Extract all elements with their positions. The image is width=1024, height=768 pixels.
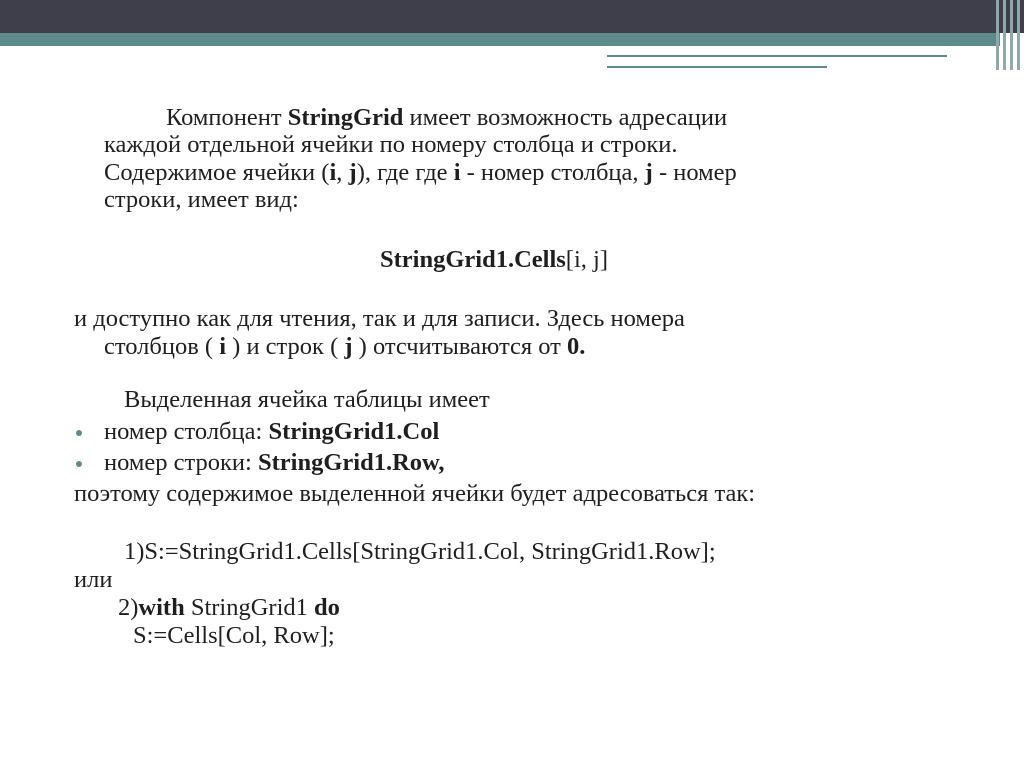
therefore-line: поэтому содержимое выделенной ячейки будет адресоваться так: bbox=[74, 480, 756, 507]
intro-line-3: Содержимое ячейки (i, j), где где i - номер столбца, j - номер bbox=[104, 159, 737, 186]
corner-stripe bbox=[996, 0, 999, 70]
top-accent-bar bbox=[0, 33, 1000, 46]
top-dark-bar bbox=[0, 0, 1024, 33]
corner-stripe bbox=[1017, 0, 1020, 70]
corner-stripe bbox=[1010, 0, 1013, 70]
bullet-icon bbox=[76, 430, 82, 436]
formula: StringGrid1.Cells[i, j] bbox=[380, 246, 608, 273]
intro-line-4: строки, имеет вид: bbox=[104, 186, 299, 213]
accent-line bbox=[607, 55, 947, 57]
corner-stripe bbox=[1003, 0, 1006, 70]
access-line-1: и доступно как для чтения, так и для записи. Здесь номера bbox=[74, 305, 685, 332]
code-or: или bbox=[74, 566, 113, 593]
selected-title: Выделенная ячейка таблицы имеет bbox=[124, 386, 490, 413]
bullet-icon bbox=[76, 461, 82, 467]
code-line-1: 1)S:=StringGrid1.Cells[StringGrid1.Col, StringGrid1.Row]; bbox=[124, 538, 716, 565]
code-line-2: 2)with StringGrid1 do bbox=[118, 594, 340, 621]
intro-line-1: Компонент StringGrid имеет возможность адресации bbox=[166, 104, 728, 131]
bullet-row: номер строки: StringGrid1.Row, bbox=[104, 449, 445, 476]
access-line-2: столбцов ( i ) и строк ( j ) отсчитываются от 0. bbox=[104, 333, 586, 360]
code-line-3: S:=Cells[Col, Row]; bbox=[133, 622, 335, 649]
bullet-column: номер столбца: StringGrid1.Col bbox=[104, 418, 440, 445]
intro-line-2: каждой отдельной ячейки по номеру столбца и строки. bbox=[104, 131, 678, 158]
accent-line bbox=[607, 66, 827, 68]
